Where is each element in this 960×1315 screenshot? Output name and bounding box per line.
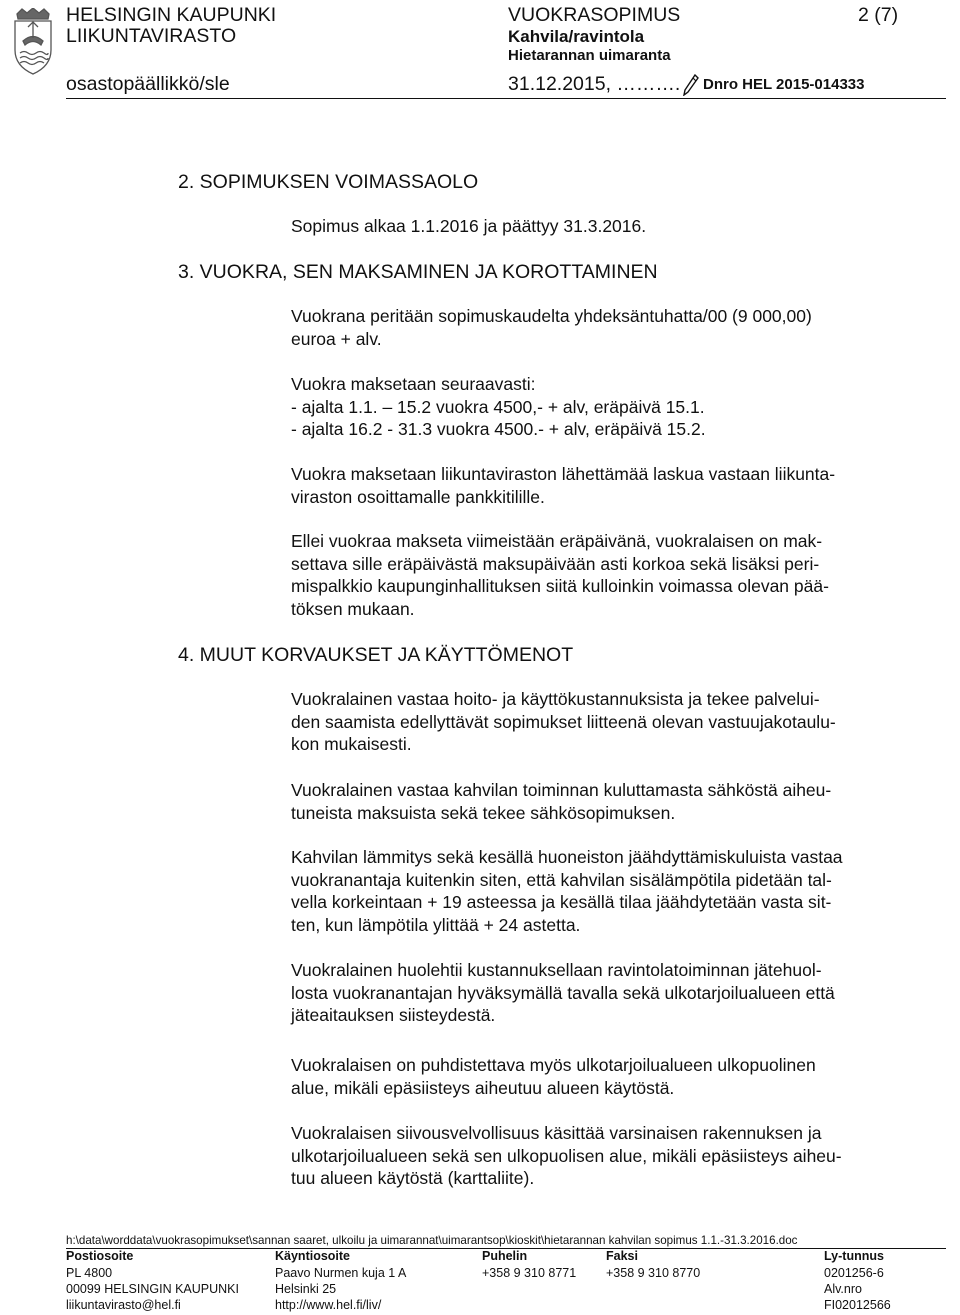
text-line: losta vuokranantajan hyväksymällä tavalla sekä ulkotarjoilualueen että	[291, 982, 835, 1003]
footer-phone: +358 9 310 8771	[482, 1266, 577, 1280]
document-location: Hietarannan uimaranta	[508, 47, 671, 64]
section-3-title: 3. VUOKRA, SEN MAKSAMINEN JA KOROTTAMINEN	[178, 261, 658, 283]
footer-header-phone: Puhelin	[482, 1249, 528, 1263]
document-date: 31.12.2015, ……….	[508, 73, 681, 95]
text-line: Vuokrana peritään sopimuskaudelta yhdeksäntuhatta/00 (9 000,00)	[291, 306, 812, 326]
text-line: Vuokra maksetaan seuraavasti:	[291, 374, 536, 394]
text-line: viraston osoittamalle pankkitilille.	[291, 486, 545, 507]
section-3-paragraph-1	[291, 305, 941, 350]
text-line: tuneista maksuista sekä tekee sähkösopimuksen.	[291, 802, 676, 823]
section-3-paragraph-3	[291, 463, 941, 508]
text-line: kon mukaisesti.	[291, 734, 412, 755]
text-line: vella korkeintaan + 19 asteessa ja kesällä tilaa jäähdytetään vasta sit-	[291, 892, 832, 913]
page-number: 2 (7)	[858, 4, 899, 26]
footer-vat-number: FI02012566	[824, 1298, 891, 1312]
text-line: mispalkkio kaupunginhallituksen siitä kulloinkin voimassa olevan pää-	[291, 576, 829, 597]
footer-city: Helsinki 25	[275, 1282, 337, 1296]
diary-number: Dnro HEL 2015-014333	[703, 76, 865, 93]
text-line: ulkotarjoilualueen sekä sen ulkopuolisen alue, mikäli epäsiisteys aiheu-	[291, 1145, 842, 1166]
section-3-paragraph-2	[291, 373, 941, 441]
footer-street: Paavo Nurmen kuja 1 A	[275, 1266, 407, 1280]
section-4-title: 4. MUUT KORVAUKSET JA KÄYTTÖMENOT	[178, 644, 574, 666]
section-4-paragraph-2	[291, 779, 941, 824]
footer-header-fax: Faksi	[606, 1249, 638, 1263]
section-3-paragraph-4	[291, 530, 941, 621]
footer-header-visiting: Käyntiosoite	[275, 1249, 351, 1263]
file-path: h:\data\worddata\vuokrasopimukset\sannan saaret, ulkoilu ja uimarannat\uimarantsop\kioskit\hietarannan kahvilan sopimus 1.1.-31.3.2016.doc	[66, 1234, 798, 1247]
footer-fax: +358 9 310 8770	[606, 1266, 701, 1280]
document-subject: Kahvila/ravintola	[508, 27, 645, 46]
text-line: Vuokralaisen siivousvelvollisuus käsittää varsinaisen rakennuksen ja	[291, 1123, 822, 1143]
footer-postal-city: 00099 HELSINGIN KAUPUNKI	[66, 1282, 239, 1296]
text-line: tuu alueen käytöstä (karttaliite).	[291, 1168, 535, 1189]
section-2-text: Sopimus alkaa 1.1.2016 ja päättyy 31.3.2016.	[291, 216, 647, 236]
footer-header-business-id: Ly-tunnus	[824, 1249, 884, 1263]
footer-email-link[interactable]: liikuntavirasto@hel.fi	[66, 1298, 181, 1312]
text-line: Vuokra maksetaan liikuntaviraston lähettämää laskua vastaan liikunta-	[291, 464, 836, 484]
text-line: jäteaitauksen siisteydestä.	[291, 1005, 496, 1026]
header-rule	[66, 98, 946, 99]
footer-postal-box: PL 4800	[66, 1266, 113, 1280]
document-type: VUOKRASOPIMUS	[508, 4, 681, 26]
text-line: Kahvilan lämmitys sekä kesällä huoneiston jäähdyttämiskuluista vastaa	[291, 847, 843, 867]
text-line: töksen mukaan.	[291, 599, 415, 620]
text-line: Vuokralaisen on puhdistettava myös ulkotarjoilualueen ulkopuolinen	[291, 1055, 816, 1075]
text-line: euroa + alv.	[291, 328, 382, 349]
text-line: alue, mikäli epäsiisteys aiheutuu alueen käytöstä.	[291, 1077, 675, 1098]
org-name: HELSINGIN KAUPUNKI	[66, 4, 277, 26]
text-line: - ajalta 16.2 - 31.3 vuokra 4500.- + alv, eräpäivä 15.2.	[291, 419, 706, 440]
footer-website-link[interactable]: http://www.hel.fi/liv/	[275, 1298, 382, 1312]
text-line: Vuokralainen vastaa kahvilan toiminnan kuluttamasta sähköstä aiheu-	[291, 780, 832, 800]
text-line: - ajalta 1.1. – 15.2 vuokra 4500,- + alv, eräpäivä 15.1.	[291, 396, 705, 417]
text-line: Ellei vuokraa makseta viimeistään eräpäivänä, vuokralaisen on mak-	[291, 531, 823, 551]
section-2-title: 2. SOPIMUKSEN VOIMASSAOLO	[178, 171, 479, 193]
footer-header-postal: Postiosoite	[66, 1249, 134, 1263]
text-line: vuokranantaja kuitenkin siten, että kahvilan sisälämpötila pidetään tal-	[291, 869, 832, 890]
helsinki-crest-icon	[12, 8, 54, 76]
text-line: settava sille eräpäivästä maksupäivään asti korkoa sekä lisäksi peri-	[291, 553, 820, 574]
text-line: Vuokralainen vastaa hoito- ja käyttökustannuksista ja tekee palvelui-	[291, 689, 820, 709]
section-4-paragraph-4	[291, 959, 941, 1027]
text-line: ten, kun lämpötila ylittää + 24 astetta.	[291, 915, 581, 936]
text-line: Vuokralainen huolehtii kustannuksellaan ravintolatoiminnan jätehuol-	[291, 960, 822, 980]
footer-business-id: 0201256-6	[824, 1266, 884, 1280]
department-name: LIIKUNTAVIRASTO	[66, 25, 237, 47]
section-4-paragraph-1	[291, 688, 941, 756]
pen-icon	[683, 74, 699, 96]
section-4-paragraph-5	[291, 1054, 941, 1099]
footer-vat-label: Alv.nro	[824, 1282, 862, 1296]
text-line: den saamista edellyttävät sopimukset liitteenä olevan vastuujakotaulu-	[291, 711, 836, 732]
section-4-paragraph-6	[291, 1122, 941, 1190]
section-4-paragraph-3	[291, 846, 941, 937]
document-author: osastopäällikkö/sle	[66, 73, 230, 95]
